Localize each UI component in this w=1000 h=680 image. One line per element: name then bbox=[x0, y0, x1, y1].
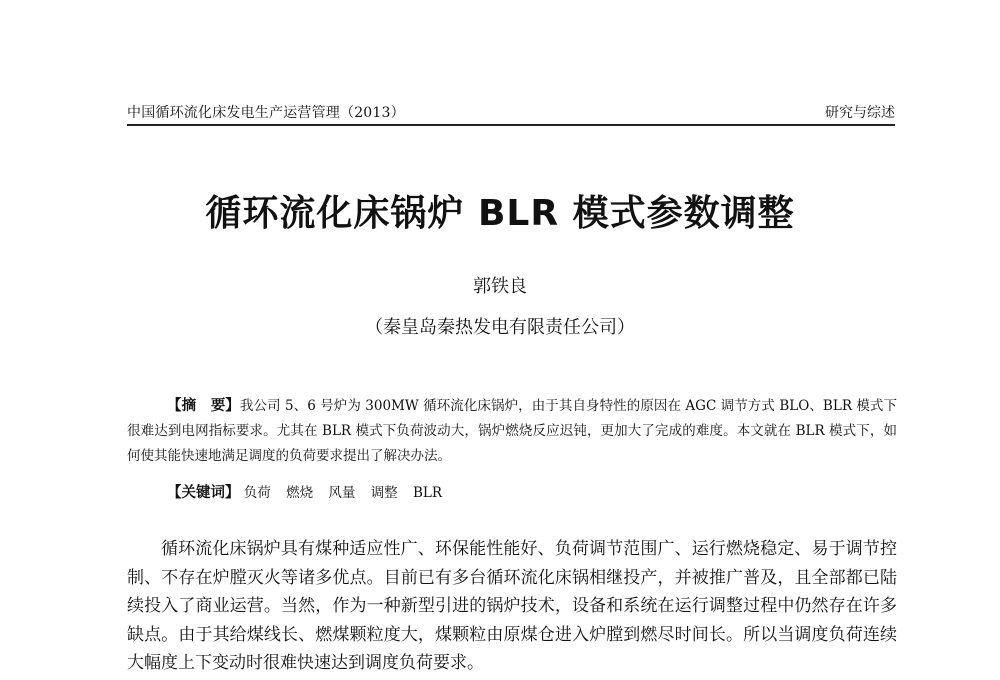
abstract-block bbox=[127, 394, 897, 469]
keyword-item: BLR bbox=[412, 485, 443, 501]
keyword-item: 负荷 bbox=[243, 485, 271, 501]
header-divider bbox=[127, 124, 895, 126]
abstract-text: 我公司 5、6 号炉为 300MW 循环流化床锅炉，由于其自身特性的原因在 AGC 调节方式 BLO、BLR 模式下很难达到电网指标要求。尤其在 BLR 模式下负荷波动大，锅炉燃烧反应迟钝，更加大了完成的难度。本文就在 BLR 模式下，如何使其能快速地满足调度的负荷要求提出了解决办法。 bbox=[127, 398, 898, 464]
running-header-section: 研究与综述 bbox=[825, 105, 895, 121]
keyword-item: 燃烧 bbox=[286, 485, 314, 501]
running-header-journal: 中国循环流化床发电生产运营管理（2013） bbox=[127, 105, 405, 121]
paper-title: 循环流化床锅炉 BLR 模式参数调整 bbox=[205, 193, 795, 234]
body-paragraph: 循环流化床锅炉具有煤种适应性广、环保能性能好、负荷调节范围广、运行燃烧稳定、易于调节控制、不存在炉膛灭火等诸多优点。目前已有多台循环流化床锅相继投产，并被推广普及，且全部都已陆续投入了商业运营。当然，作为一种新型引进的锅炉技术，设备和系统在运行调整过程中仍然存在许多缺点。由于其给煤线长、燃煤颗粒度大，煤颗粒由原煤仓进入炉膛到燃尽时间长。所以当调度负荷连续大幅度上下变动时很难快速达到调度负荷要求。 bbox=[127, 539, 897, 673]
keywords-label: 【关键词】 bbox=[167, 485, 240, 501]
abstract-label: 【摘 要】 bbox=[167, 398, 240, 414]
keyword-item: 调整 bbox=[370, 485, 398, 501]
author-name: 郭铁良 bbox=[473, 276, 527, 297]
author-affiliation: （秦皇岛秦热发电有限责任公司） bbox=[365, 317, 635, 338]
abstract-paragraph bbox=[127, 394, 897, 469]
keyword-item: 风量 bbox=[328, 485, 356, 501]
keywords-line bbox=[167, 481, 453, 506]
